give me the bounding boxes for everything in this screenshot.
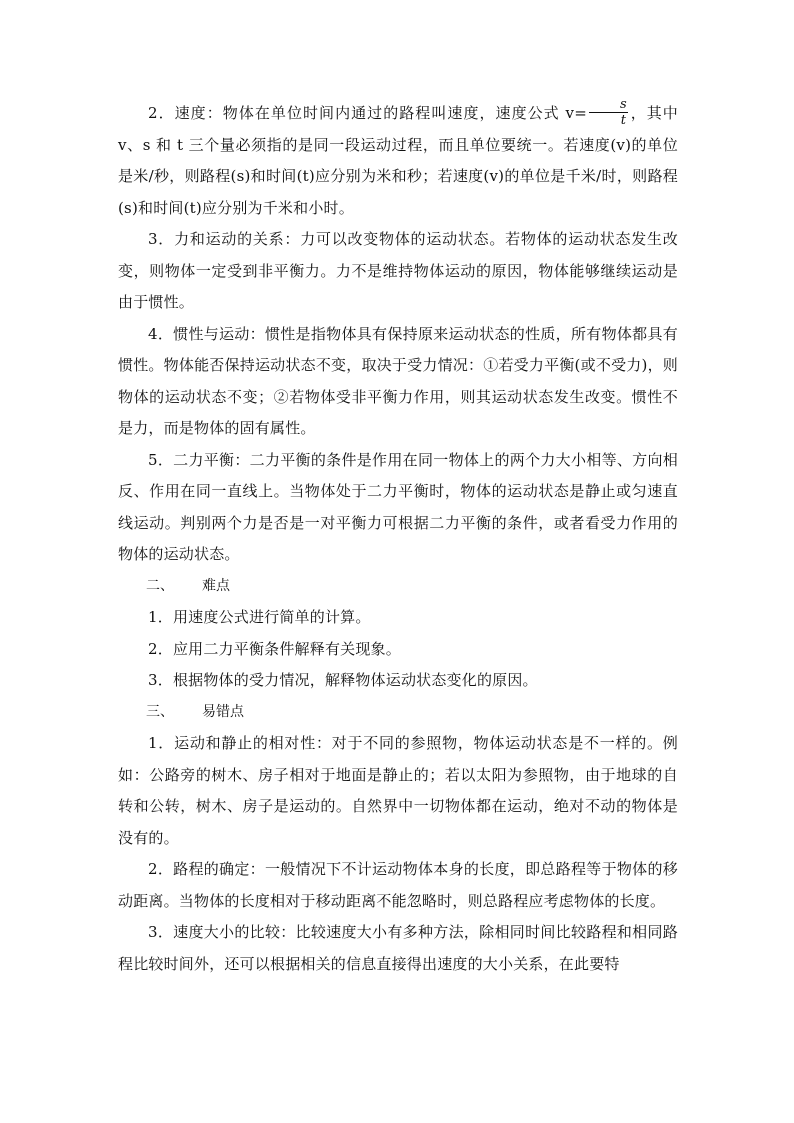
section-title: 难点: [202, 577, 230, 594]
mistake-item-speed-compare: 3．速度大小的比较：比较速度大小有多种方法，除相同时间比较路程和相同路程比较时间外，还可以根据相关的信息直接得出速度的大小关系，在此要特: [118, 923, 678, 973]
section-heading-difficulties: [118, 571, 678, 603]
mistake-item-relativity: 1．运动和静止的相对性：对于不同的参照物，物体运动状态是不一样的。例如：公路旁的树木、房子相对于地面是静止的；若以太阳为参照物，由于地球的自转和公转，树木、房子是运动的。自然界中一切物体都在运动，绝对不动的物体是没有的。: [118, 734, 678, 847]
paragraph-inertia: 4．惯性与运动：惯性是指物体具有保持原来运动状态的性质，所有物体都具有惯性。物体能否保持运动状态不变，取决于受力情况：①若受力平衡(或不受力)，则物体的运动状态不变；②若物体受非平衡力作用，则其运动状态发生改变。惯性不是力，而是物体的固有属性。: [118, 324, 678, 437]
difficulty-item: 2．应用二力平衡条件解释有关现象。: [148, 639, 401, 658]
mistake-item-distance: 2．路程的确定：一般情况下不计运动物体本身的长度，即总路程等于物体的移动距离。当物体的长度相对于移动距离不能忽略时，则总路程应考虑物体的长度。: [118, 860, 678, 910]
section-title: 易错点: [202, 703, 244, 720]
fraction-denominator: t: [620, 112, 627, 128]
fraction-numerator: s: [589, 98, 628, 113]
section-number: 三、: [146, 703, 174, 720]
difficulty-item: 3．根据物体的受力情况，解释物体运动状态变化的原因。: [148, 671, 538, 689]
paragraph-speed: [118, 98, 678, 224]
paragraph-force-motion: 3．力和运动的关系：力可以改变物体的运动状态。若物体的运动状态发生改变，则物体一定受到非平衡力。力不是维持物体运动的原因，物体能够继续运动是由于惯性。: [118, 230, 678, 311]
speed-formula-fraction: [589, 98, 628, 127]
document-body: [118, 98, 678, 980]
paragraph-two-force-balance: 5．二力平衡：二力平衡的条件是作用在同一物体上的两个力大小相等、方向相反、作用在同一直线上。当物体处于二力平衡时，物体的运动状态是静止或匀速直线运动。判别两个力是否是一对平衡力可根据二力平衡的条件，或者看受力作用的物体的运动状态。: [118, 450, 678, 563]
section-heading-common-mistakes: [118, 697, 678, 729]
speed-text-before-formula: 2．速度：物体在单位时间内通过的路程叫速度，速度公式 v=: [148, 104, 587, 122]
section-number: 二、: [146, 577, 174, 594]
speed-text-after-formula: ，其中 v、s 和 t 三个量必须指的是同一段运动过程，而且单位要统一。若速度(v)的单位是米/秒，则路程(s)和时间(t)应分别为米和秒；若速度(v)的单位是千米/时，则路程(s)和时间(t)应分别为千米和小时。: [118, 104, 678, 217]
difficulty-item: 1．用速度公式进行简单的计算。: [148, 608, 371, 626]
